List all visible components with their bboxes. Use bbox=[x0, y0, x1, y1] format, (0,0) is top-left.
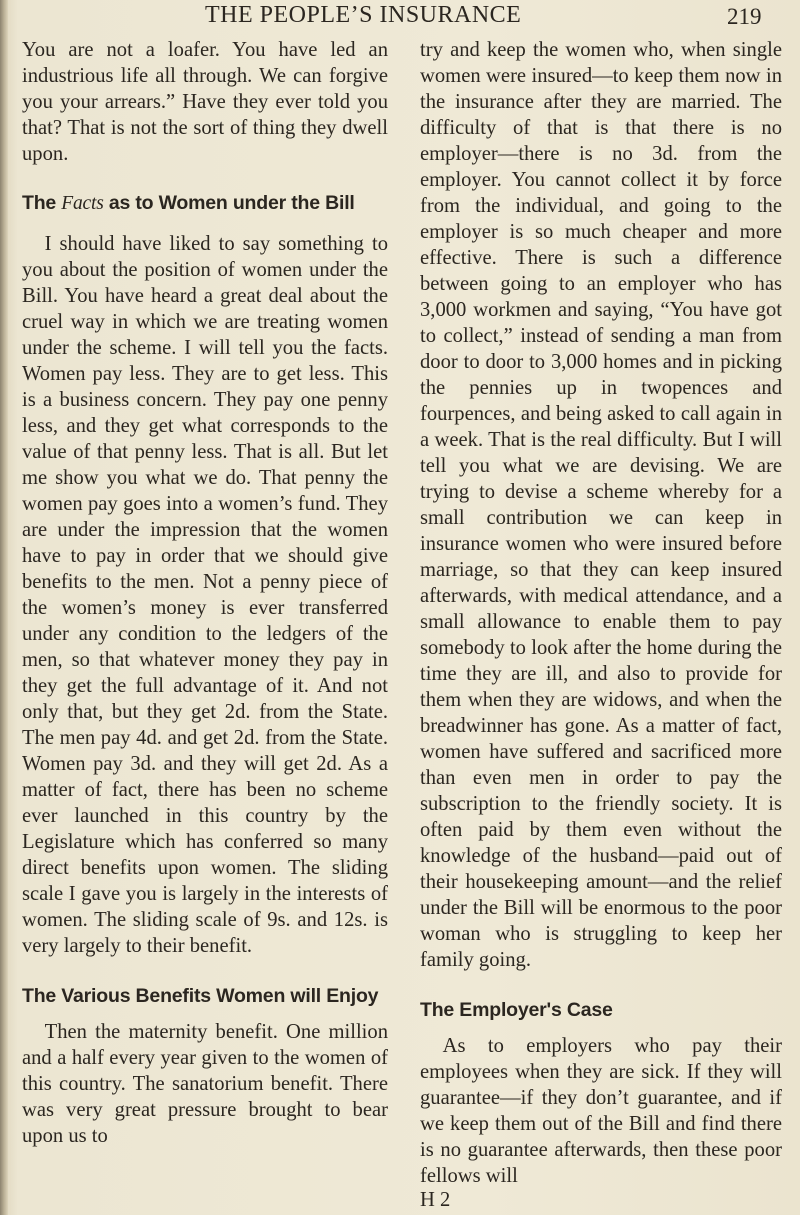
paragraph: As to employers who pay their employees when they are sick. If they will guarantee—if they don’t guarantee, and if we keep them out of the Bill and find there is no guarantee afterwards, then these poor fellows will bbox=[420, 1035, 782, 1187]
signature-mark: H 2 bbox=[420, 1189, 451, 1211]
left-column bbox=[22, 37, 388, 1149]
section-heading-benefits: The Various Benefits Women will Enjoy bbox=[22, 985, 379, 1007]
running-head-title: THE PEOPLE’S INSURANCE bbox=[205, 2, 522, 28]
page-gutter-shadow bbox=[0, 0, 8, 1215]
running-head bbox=[0, 2, 800, 34]
section-heading-facts: The Facts as to Women under the Bill bbox=[22, 192, 355, 214]
paragraph: Then the maternity benefit. One million and a half every year given to the women of this country. The sanatorium benefit. There was very great pressure brought to bear upon us to bbox=[22, 1021, 388, 1147]
paragraph: You are not a loafer. You have led an industrious life all through. We can forgive you your arrears.” Have they ever told you that? That is not the sort of thing they dwell upon. bbox=[22, 39, 388, 165]
paragraph: try and keep the women who, when single women were insured—to keep them now in the insurance after they are married. The difficulty of that is that there is no employer—there is no 3d. from the employer. You cannot collect it by force from the individual, and going to the employer is so much cheaper and more effective. There is such a difference between going to an employer who has 3,000 workmen and saying, “You have got to collect,” instead of sending a man from door to door to 3,000 homes and in picking the pennies up in twopences and fourpences, and being asked to call again in a week. That is the real difficulty. But I will tell you what we are devising. We are trying to devise a scheme whereby for a small contribution we can keep in insurance women who were insured before marriage, so that they can keep insured afterwards, with medical attendance, and a small allowance to enable them to pay somebody to look after the home during the time they are ill, and also to provide for them when they are widows, and when the breadwinner has gone. As a matter of fact, women have suffered and sacrificed more than even men in order to pay the subscription to the friendly society. It is often paid by them even without the knowledge of the husband—paid out of their housekeeping amount—and the relief under the Bill will be enormous to the poor woman who is struggling to keep her family going. bbox=[420, 39, 782, 971]
section-heading-employers-case: The Employer's Case bbox=[420, 999, 613, 1021]
paragraph: I should have liked to say something to you about the position of women under the Bill. You have heard a great deal about the cruel way in which we are treating women under the scheme. I will tell you the facts. Women pay less. They are to get less. This is a business concern. They pay one penny less, and they get what corresponds to the value of that penny less. That is all. But let me show you what we do. That penny the women pay goes into a women’s fund. They are under the impression that the women have to pay in order that we should give benefits to the men. Not a penny piece of the women’s money is ever transferred under any condition to the ledgers of the men, so that whatever money they pay in they get the full advantage of it. And not only that, but they get 2d. from the State. The men pay 4d. and get 2d. from the State. Women pay 3d. and they will get 2d. As a matter of fact, there has been no scheme ever launched in this country by the Legislature which has conferred so many direct benefits upon women. The sliding scale I gave you is largely in the interests of women. The sliding scale of 9s. and 12s. is very largely to their benefit. bbox=[22, 233, 388, 957]
heading-italic-word: Facts bbox=[61, 193, 104, 214]
right-column bbox=[420, 37, 782, 1211]
page-number: 219 bbox=[727, 4, 762, 29]
